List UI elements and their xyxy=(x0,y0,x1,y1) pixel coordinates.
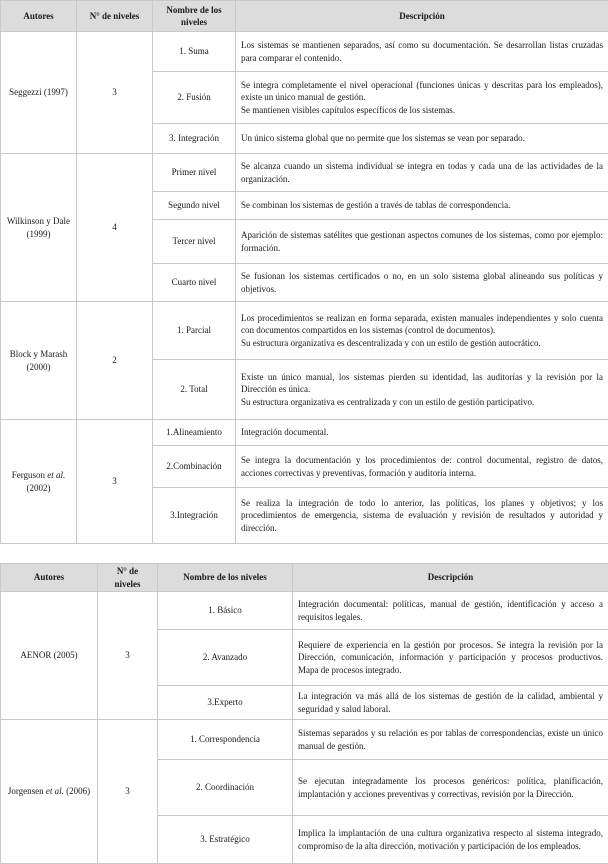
author-cell: Seggezzi (1997) xyxy=(1,32,77,154)
level-description: Integración documental. xyxy=(236,420,608,446)
level-name: 1.Alineamiento xyxy=(153,420,236,446)
num-levels-cell: 3 xyxy=(77,420,153,544)
num-levels-cell: 2 xyxy=(77,302,153,420)
header-descripcion: Descripción xyxy=(293,564,608,592)
level-description: Integración documental: políticas, manual de gestión, identificación y acceso a requisitos legales. xyxy=(293,592,608,630)
level-name: 3. Estratégico xyxy=(158,816,293,864)
level-description: Se ejecutan integradamente los procesos genéricos: política, planificación, implantación y acciones preventivas y correctivas, revisión por la Dirección. xyxy=(293,760,608,816)
level-description: Se alcanza cuando un sistema individual se integra en todas y cada una de las actividades de la organización. xyxy=(236,154,608,192)
table-row xyxy=(1,592,608,630)
level-name: 3. Integración xyxy=(153,124,236,154)
level-description: Sistemas separados y su relación es por tablas de correspondencias, existe un único manual de gestión. xyxy=(293,720,608,760)
level-name: 2. Avanzado xyxy=(158,630,293,686)
header-num-niveles: N° de niveles xyxy=(98,564,158,592)
author-cell: AENOR (2005) xyxy=(1,592,98,720)
level-name: 2. Total xyxy=(153,360,236,420)
header-autores: Autores xyxy=(1,564,98,592)
level-description: Se fusionan los sistemas certificados o no, en un solo sistema global alineando sus políticas y objetivos. xyxy=(236,264,608,302)
num-levels-cell: 3 xyxy=(98,720,158,864)
author-cell: Block y Marash (2000) xyxy=(1,302,77,420)
table-row xyxy=(1,720,608,760)
num-levels-cell: 3 xyxy=(77,32,153,154)
level-name: 2.Combinación xyxy=(153,446,236,488)
header-autores: Autores xyxy=(1,1,77,32)
level-name: Tercer nivel xyxy=(153,220,236,264)
author-cell: Jorgensen et al. (2006) xyxy=(1,720,98,864)
level-description: Los sistemas se mantienen separados, así como su documentación. Se desarrollan listas cruzadas para comparar el contenido. xyxy=(236,32,608,72)
level-description: Aparición de sistemas satélites que gestionan aspectos comunes de los sistemas, como por ejemplo: formación. xyxy=(236,220,608,264)
level-description: Un único sistema global que no permite que los sistemas se vean por separado. xyxy=(236,124,608,154)
level-description: Se integra completamente el nivel operacional (funciones únicas y descritas para los empleados), existe un único manual de gestión. Se mantienen visibles capítulos específicos de los sistemas. xyxy=(236,72,608,124)
level-name: 3.Experto xyxy=(158,686,293,720)
level-name: 2. Coordinación xyxy=(158,760,293,816)
level-name: 1. Parcial xyxy=(153,302,236,360)
level-name: 2. Fusión xyxy=(153,72,236,124)
level-description: Se integra la documentación y los procedimientos de: control documental, registro de datos, acciones correctivas y preventivas, formación y auditoría interna. xyxy=(236,446,608,488)
level-description: Se combinan los sistemas de gestión a través de tablas de correspondencia. xyxy=(236,192,608,220)
level-name: Cuarto nivel xyxy=(153,264,236,302)
num-levels-cell: 3 xyxy=(98,592,158,720)
table-row xyxy=(1,32,608,72)
author-cell: Ferguson et al. (2002) xyxy=(1,420,77,544)
level-description: Implica la implantación de una cultura organizativa respecto al sistema integrado, compromiso de la alta dirección, motivación y participación de los empleados. xyxy=(293,816,608,864)
author-cell: Wilkinson y Dale (1999) xyxy=(1,154,77,302)
level-description: Los procedimientos se realizan en forma separada, existen manuales independientes y solo cuenta con documentos compartidos en los sistemas (control de documentos). Su estructura organizativa es descentralizada y con un estilo de gestión autocrático. xyxy=(236,302,608,360)
level-name: 1. Suma xyxy=(153,32,236,72)
header-num-niveles: N° de niveles xyxy=(77,1,153,32)
level-description: Se realiza la integración de todo lo anterior, las políticas, los planes y objetivos; y los procedimientos de emergencia, sistema de evaluación y revisión de resultados y autoridad y dirección. xyxy=(236,488,608,544)
level-description: Existe un único manual, los sistemas pierden su identidad, las auditorías y la revisión por la Dirección es única. Su estructura organizativa es centralizada y con un estilo de gestión participativo. xyxy=(236,360,608,420)
levels-table-2 xyxy=(0,563,608,864)
header-nombre-niveles: Nombre de los niveles xyxy=(153,1,236,32)
level-name: Primer nivel xyxy=(153,154,236,192)
header-descripcion: Descripción xyxy=(236,1,608,32)
level-name: 1. Correspondencia xyxy=(158,720,293,760)
table-row xyxy=(1,420,608,446)
level-description: La integración va más allá de los sistemas de gestión de la calidad, ambiental y seguridad y salud laboral. xyxy=(293,686,608,720)
level-description: Requiere de experiencia en la gestión por procesos. Se integra la revisión por la Dirección, comunicación, información y participación y procesos productivos. Mapa de procesos integrado. xyxy=(293,630,608,686)
table-row xyxy=(1,154,608,192)
header-nombre-niveles: Nombre de los niveles xyxy=(158,564,293,592)
level-name: 3.Integración xyxy=(153,488,236,544)
level-name: Segundo nivel xyxy=(153,192,236,220)
table-row xyxy=(1,302,608,360)
num-levels-cell: 4 xyxy=(77,154,153,302)
level-name: 1. Básico xyxy=(158,592,293,630)
